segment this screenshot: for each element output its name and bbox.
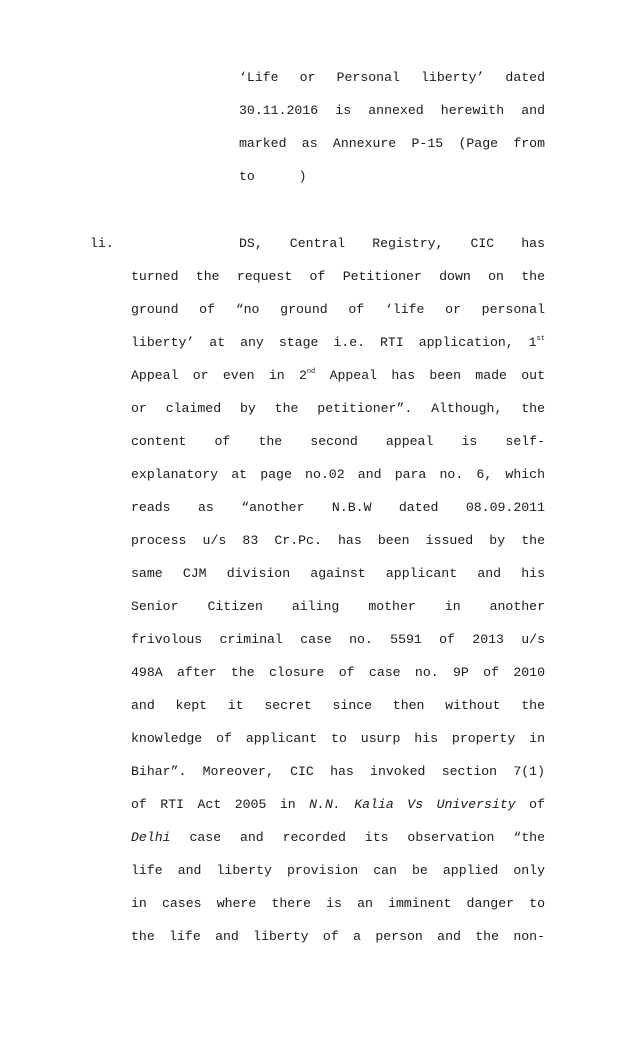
body-line: process u/s 83 Cr.Pc. has been issued by the xyxy=(131,533,545,548)
quote-line-4-end: ) xyxy=(298,169,307,184)
body-line: in cases where there is an imminent danger to xyxy=(131,896,545,911)
quote-line-4 xyxy=(239,169,307,184)
body-line xyxy=(131,368,545,383)
body-line-text: of RTI Act 2005 in xyxy=(131,797,296,812)
superscript-st: st xyxy=(536,335,545,343)
case-delhi: Delhi xyxy=(131,830,171,845)
body-line-text: case and recorded its observation “the xyxy=(189,830,545,845)
paragraph-number: li. xyxy=(90,236,114,251)
body-line: frivolous criminal case no. 5591 of 2013 u/s xyxy=(131,632,545,647)
body-line xyxy=(131,797,545,812)
body-line: the life and liberty of a person and the non- xyxy=(131,929,545,944)
quote-line-4-start: to xyxy=(239,169,255,184)
body-line: ground of “no ground of ‘life or personal xyxy=(131,302,545,317)
body-line: content of the second appeal is self- xyxy=(131,434,545,449)
body-line: turned the request of Petitioner down on the xyxy=(131,269,545,284)
body-line: Senior Citizen ailing mother in another xyxy=(131,599,545,614)
body-line xyxy=(131,335,545,350)
paragraph-first-line: DS, Central Registry, CIC has xyxy=(239,236,545,251)
body-line: life and liberty provision can be applied only xyxy=(131,863,545,878)
body-line: knowledge of applicant to usurp his property in xyxy=(131,731,545,746)
case-of: of xyxy=(529,797,545,812)
body-line: or claimed by the petitioner”. Although, the xyxy=(131,401,545,416)
body-line: same CJM division against applicant and his xyxy=(131,566,545,581)
body-line-text: Appeal or even in 2 xyxy=(131,368,307,383)
body-line: reads as “another N.B.W dated 08.09.2011 xyxy=(131,500,545,515)
quote-line-2: 30.11.2016 is annexed herewith and xyxy=(239,103,545,118)
body-line: 498A after the closure of case no. 9P of 2010 xyxy=(131,665,545,680)
quote-line-3: marked as Annexure P-15 (Page from xyxy=(239,136,545,151)
body-line: Bihar”. Moreover, CIC has invoked section 7(1) xyxy=(131,764,545,779)
body-line: and kept it secret since then without the xyxy=(131,698,545,713)
body-line: explanatory at page no.02 and para no. 6, which xyxy=(131,467,545,482)
body-line xyxy=(131,830,545,845)
quote-line-1: ‘Life or Personal liberty’ dated xyxy=(239,70,545,85)
case-name: N.N. Kalia Vs University xyxy=(309,797,516,812)
body-line-text: liberty’ at any stage i.e. RTI application, 1 xyxy=(131,335,537,350)
body-line-tail: Appeal has been made out xyxy=(329,368,545,383)
superscript-nd: nd xyxy=(306,368,316,376)
